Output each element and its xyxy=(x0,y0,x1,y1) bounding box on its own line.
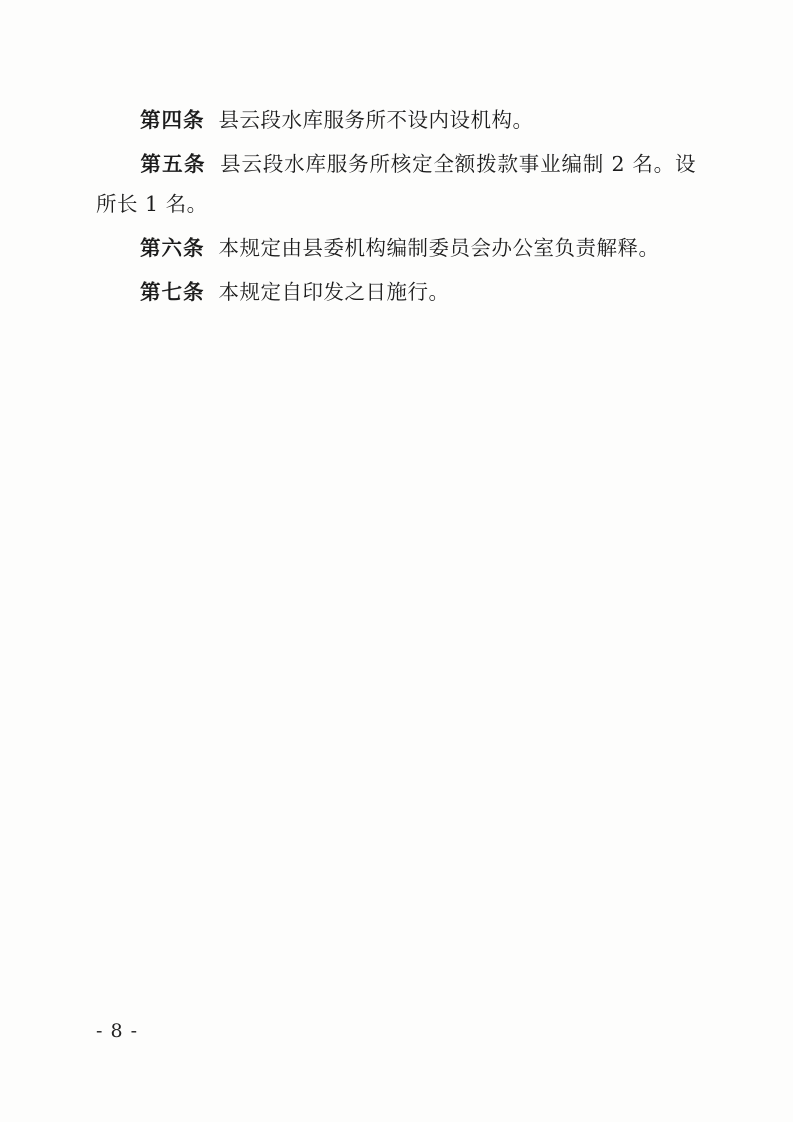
article-text: 县云段水库服务所不设内设机构。 xyxy=(218,108,534,132)
article-item xyxy=(96,228,696,268)
article-item xyxy=(96,272,696,312)
article-label: 第五条 xyxy=(140,152,206,176)
document-body xyxy=(96,100,696,316)
article-text: 本规定自印发之日施行。 xyxy=(218,280,450,304)
article-text: 本规定由县委机构编制委员会办公室负责解释。 xyxy=(218,236,660,260)
article-label: 第七条 xyxy=(140,280,205,304)
article-item xyxy=(96,100,696,140)
article-label: 第六条 xyxy=(140,236,205,260)
article-label: 第四条 xyxy=(140,108,205,132)
article-text: 县云段水库服务所核定全额拨款事业编制 2 名。设所长 1 名。 xyxy=(96,152,697,216)
article-item xyxy=(96,144,696,224)
page-number: - 8 - xyxy=(96,1020,139,1042)
